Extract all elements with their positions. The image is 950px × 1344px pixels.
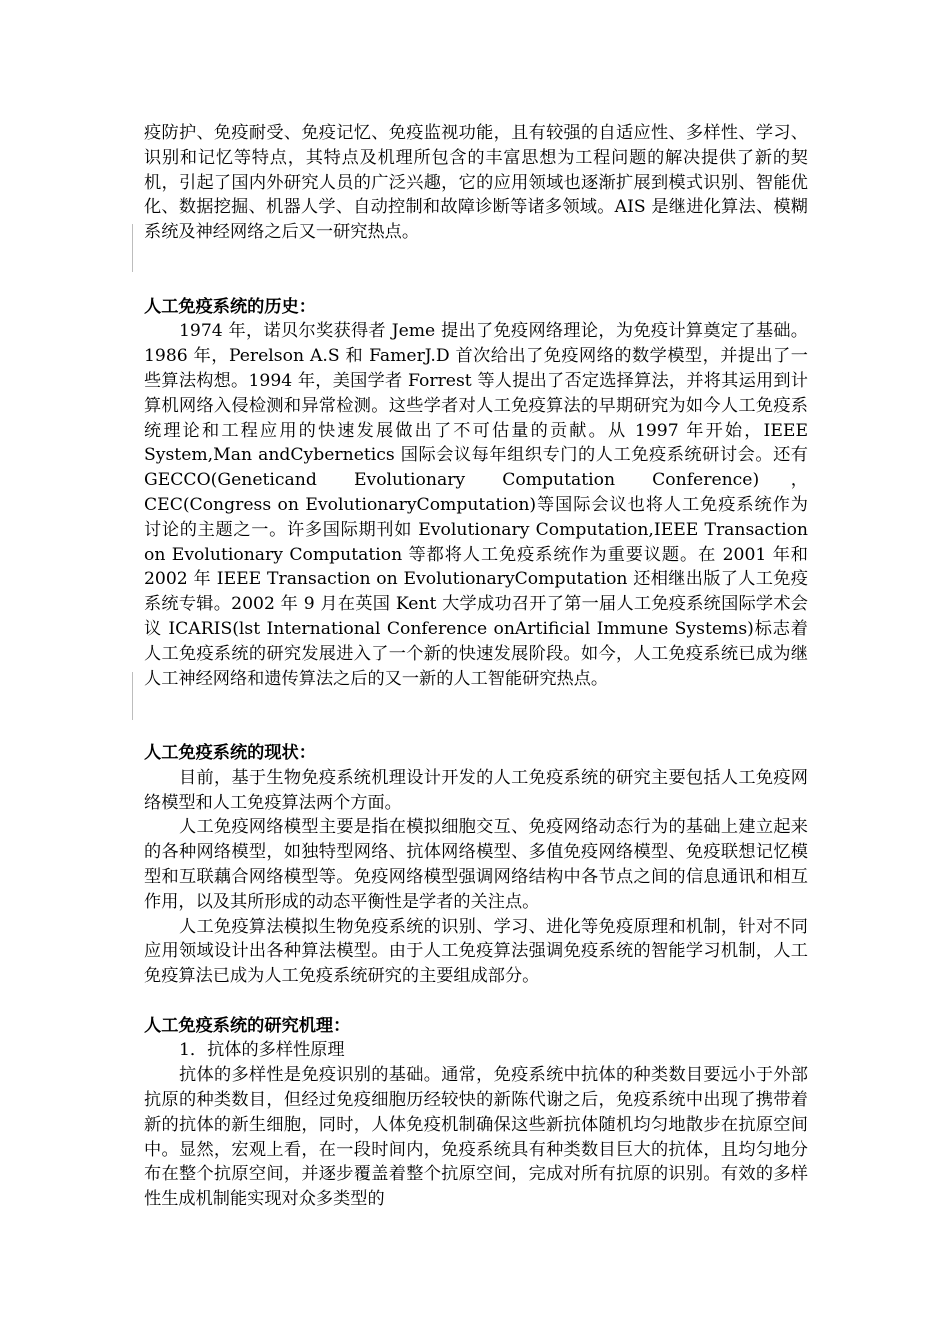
status-paragraph-1: 目前，基于生物免疫系统机理设计开发的人工免疫系统的研究主要包括人工免疫网络模型和人工免疫算法两个方面。 <box>144 767 808 813</box>
status-paragraph-2: 人工免疫网络模型主要是指在模拟细胞交互、免疫网络动态行为的基础上建立起来的各种网络模型，如独特型网络、抗体网络模型、多值免疫网络模型、免疫联想记忆模型和互联藕合网络模型等。免疫网络模型强调网络结构中各节点之间的信息通讯和相互作用，以及其所形成的动态平衡性是学者的关注点。 <box>144 817 808 912</box>
history-heading: 人工免疫系统的历史： <box>144 296 316 317</box>
revision-change-bar <box>132 672 133 720</box>
mechanism-paragraph: 抗体的多样性是免疫识别的基础。通常，免疫系统中抗体的种类数目要远小于外部抗原的种类数目，但经过免疫细胞历经较快的新陈代谢之后，免疫系统中出现了携带着新的抗体的新生细胞，同时，人体免疫机制确保这些新抗体随机均匀地散步在抗原空间中。显然，宏观上看，在一段时间内，免疫系统具有种类数目巨大的抗体，且均匀地分布在整个抗原空间，并逐步覆盖着整个抗原空间，完成对所有抗原的识别。有效的多样性生成机制能实现对众多类型的 <box>144 1065 808 1210</box>
status-paragraph-3: 人工免疫算法模拟生物免疫系统的识别、学习、进化等免疫原理和机制，针对不同应用领域设计出各种算法模型。由于人工免疫算法强调免疫系统的智能学习机制，人工免疫算法已成为人工免疫系统研究的主要组成部分。 <box>144 916 808 987</box>
revision-change-bar <box>132 224 133 272</box>
mechanism-heading: 人工免疫系统的研究机理： <box>144 1015 351 1036</box>
blank-line <box>144 691 808 716</box>
blank-line <box>144 989 808 1014</box>
blank-line <box>144 245 808 270</box>
mechanism-subheading: 1．抗体的多样性原理 <box>179 1040 345 1061</box>
status-heading: 人工免疫系统的现状： <box>144 742 316 763</box>
history-paragraph: 1974 年，诺贝尔奖获得者 Jeme 提出了免疫网络理论，为免疫计算奠定了基础。1986 年，Perelson A.S 和 FamerJ.D 首次给出了免疫网络的数学模型，并提出了一些算法构想。1994 年，美国学者 Forrest 等人提出了否定选择算法，并将其运用到计算机网络入侵检测和异常检测。这些学者对人工免疫算法的早期研究为如今人工免疫系统理论和工程应用的快速发展做出了不可估量的贡献。从 1997 年开始，IEEE System,Man andCybernetics 国际会议每年组织专门的人工免疫系统研讨会。还有 GECCO(Geneticand Evolutionary Computation Conference)，CEC(Congress on EvolutionaryComputation)等国际会议也将人工免疫系统作为讨论的主题之一。许多国际期刊如 Evolutionary Computation,IEEE Transaction on Evolutionary Computation 等都将人工免疫系统作为重要议题。在 2001 年和 2002 年 IEEE Transaction on EvolutionaryComputation 还相继出版了人工免疫系统专辑。2002 年 9 月在英国 Kent 大学成功召开了第一届人工免疫系统国际学术会议 ICARIS(lst International Conference onArtificial Immune Systems)标志着人工免疫系统的研究发展进入了一个新的快速发展阶段。如今，人工免疫系统已成为继人工神经网络和遗传算法之后的又一新的人工智能研究热点。 <box>144 321 808 689</box>
blank-line <box>144 270 808 295</box>
intro-paragraph: 疫防护、免疫耐受、免疫记忆、免疫监视功能，且有较强的自适应性、多样性、学习、识别和记忆等特点，其特点及机理所包含的丰富思想为工程问题的解决提供了新的契机，引起了国内外研究人员的广泛兴趣，它的应用领域也逐渐扩展到模式识别、智能优化、数据挖掘、机器人学、自动控制和故障诊断等诸多领域。AIS 是继进化算法、模糊系统及神经网络之后又一研究热点。 <box>144 123 808 243</box>
blank-line <box>144 716 808 741</box>
document-body <box>144 121 808 1212</box>
